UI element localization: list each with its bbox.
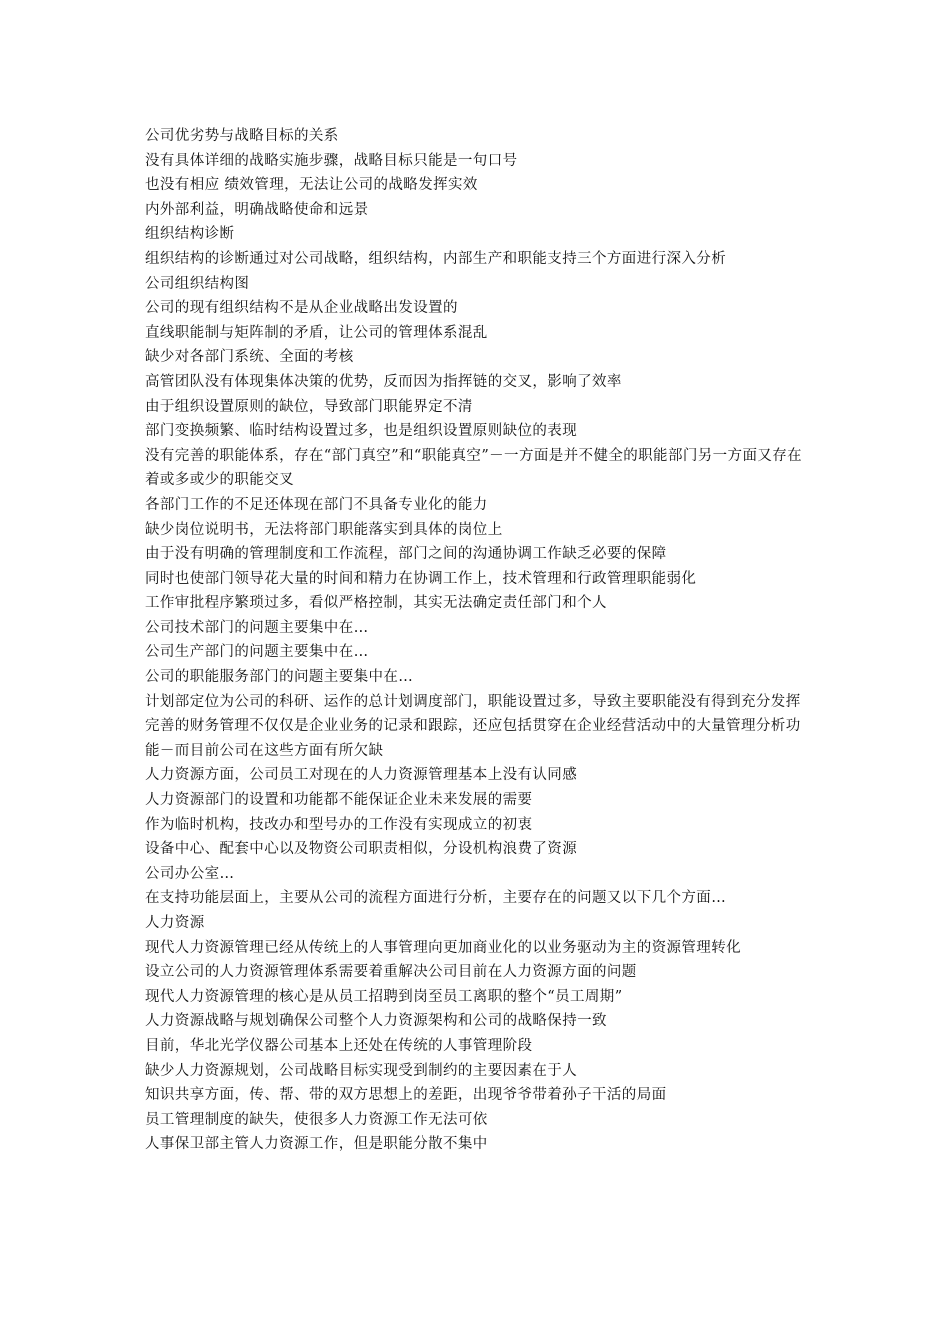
text-line: 由于组织设置原则的缺位，导致部门职能界定不清 <box>145 398 473 415</box>
text-line: 同时也使部门领导花大量的时间和精力在协调工作上，技术管理和行政管理职能弱化 <box>145 570 697 587</box>
text-line: 作为临时机构，技改办和型号办的工作没有实现成立的初衷 <box>145 816 533 833</box>
document-body <box>145 124 815 1157</box>
text-line: 缺少对各部门系统、全面的考核 <box>145 349 354 366</box>
text-line: 缺少岗位说明书，无法将部门职能落实到具体的岗位上 <box>145 521 503 538</box>
text-line: 内外部利益，明确战略使命和远景 <box>145 201 369 218</box>
text-line: 人力资源方面，公司员工对现在的人力资源管理基本上没有认同感 <box>145 767 578 784</box>
text-line: 目前，华北光学仪器公司基本上还处在传统的人事管理阶段 <box>145 1037 533 1054</box>
text-line: 在支持功能层面上，主要从公司的流程方面进行分析，主要存在的问题又以下几个方面… <box>145 890 727 907</box>
text-line: 没有具体详细的战略实施步骤，战略目标只能是一句口号 <box>145 152 518 169</box>
text-line: 设立公司的人力资源管理体系需要着重解决公司目前在人力资源方面的问题 <box>145 964 637 981</box>
text-line: 工作审批程序繁琐过多，看似严格控制，其实无法确定责任部门和个人 <box>145 595 607 612</box>
text-line: 部门变换频繁、临时结构设置过多，也是组织设置原则缺位的表现 <box>145 423 578 440</box>
text-line: 设备中心、配套中心以及物资公司职责相似，分设机构浪费了资源 <box>145 841 578 858</box>
section-heading: 组织结构诊断 <box>145 226 235 243</box>
text-line: 人事保卫部主管人力资源工作，但是职能分散不集中 <box>145 1136 488 1153</box>
text-line: 人力资源战略与规划确保公司整个人力资源架构和公司的战略保持一致 <box>145 1013 607 1030</box>
text-line: 公司优劣势与战略目标的关系 <box>145 128 339 144</box>
text-line: 没有完善的职能体系，存在“部门真空”和“职能真空”－一方面是并不健全的职能部门另一方面又存在着或多或少的职能交叉 <box>145 447 803 489</box>
text-line: 现代人力资源管理的核心是从员工招聘到岗至员工离职的整个“员工周期” <box>145 988 623 1005</box>
text-line: 现代人力资源管理已经从传统上的人事管理向更加商业化的以业务驱动为主的资源管理转化 <box>145 939 741 956</box>
text-line: 公司技术部门的问题主要集中在… <box>145 619 369 636</box>
text-line: 员工管理制度的缺失，使很多人力资源工作无法可依 <box>145 1111 488 1128</box>
text-line: 高管团队没有体现集体决策的优势，反而因为指挥链的交叉，影响了效率 <box>145 373 622 390</box>
text-line: 由于没有明确的管理制度和工作流程，部门之间的沟通协调工作缺乏必要的保障 <box>145 546 667 563</box>
text-line: 计划部定位为公司的科研、运作的总计划调度部门，职能设置过多，导致主要职能没有得到充分发挥 <box>145 693 801 710</box>
text-line: 公司组织结构图 <box>145 275 250 292</box>
text-line: 公司办公室… <box>145 865 235 882</box>
text-line: 人力资源部门的设置和功能都不能保证企业未来发展的需要 <box>145 792 533 809</box>
text-line: 完善的财务管理不仅仅是企业业务的记录和跟踪，还应包括贯穿在企业经营活动中的大量管理分析功能－而目前公司在这些方面有所欠缺 <box>145 718 801 759</box>
text-line: 也没有相应 绩效管理，无法让公司的战略发挥实效 <box>145 177 478 194</box>
text-line: 公司生产部门的问题主要集中在… <box>145 644 369 661</box>
text-line: 各部门工作的不足还体现在部门不具备专业化的能力 <box>145 496 488 513</box>
text-line: 公司的现有组织结构不是从企业战略出发设置的 <box>145 300 458 317</box>
text-line: 缺少人力资源规划，公司战略目标实现受到制约的主要因素在于人 <box>145 1062 578 1079</box>
section-heading: 人力资源 <box>145 915 205 931</box>
text-line: 公司的职能服务部门的问题主要集中在… <box>145 669 414 686</box>
text-line: 直线职能制与矩阵制的矛盾，让公司的管理体系混乱 <box>145 324 488 341</box>
text-line: 组织结构的诊断通过对公司战略，组织结构，内部生产和职能支持三个方面进行深入分析 <box>145 250 727 267</box>
text-line: 知识共享方面，传、帮、带的双方思想上的差距，出现爷爷带着孙子干活的局面 <box>145 1087 667 1104</box>
